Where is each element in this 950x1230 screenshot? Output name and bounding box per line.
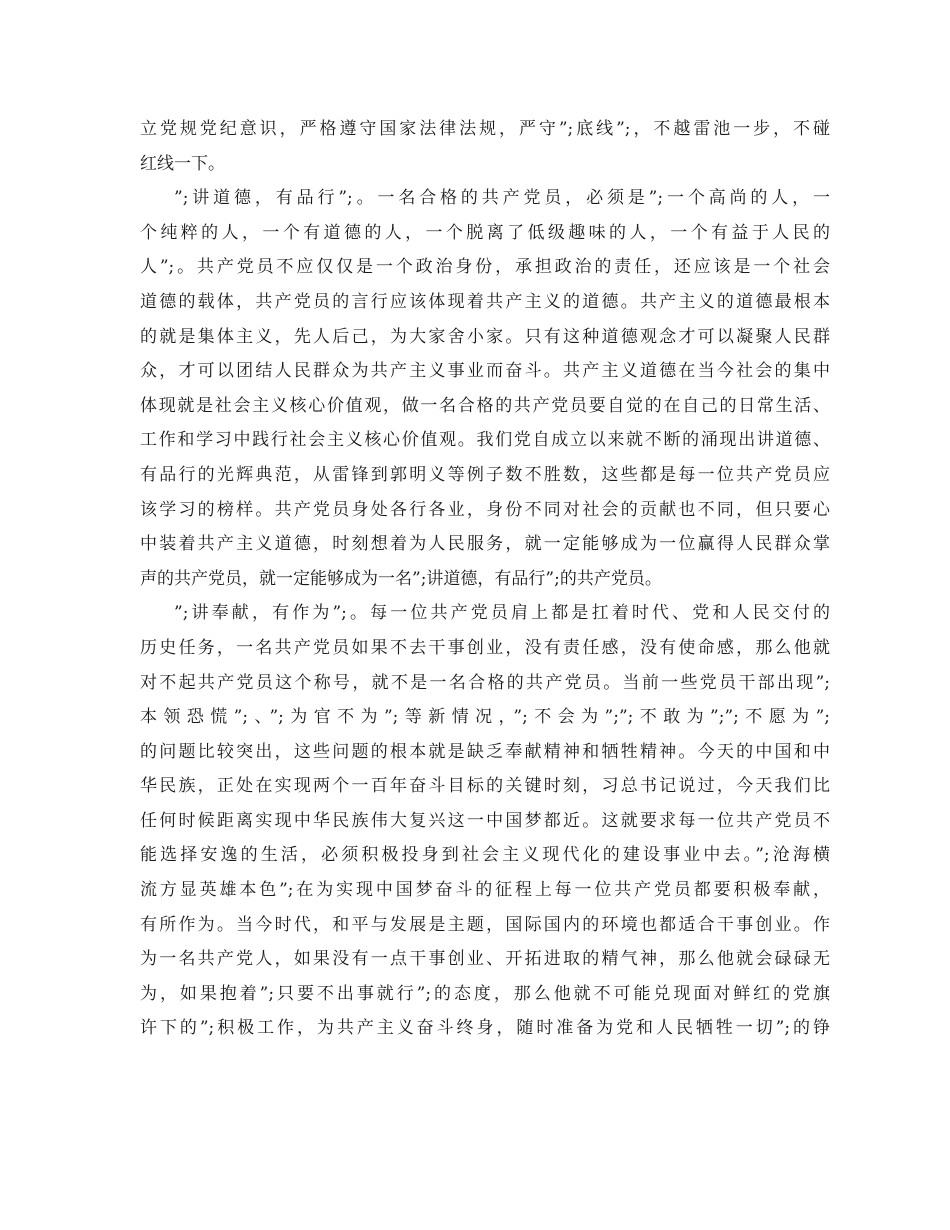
text-line: 立党规党纪意识，严格遵守国家法律法规，严守”;底线”;，不越雷池一步，不碰 [140,119,830,139]
text-line: 有品行的光辉典范，从雷锋到郭明义等例子数不胜数，这些都是每一位共产党员应 [140,464,830,485]
text-line: 众，才可以团结人民群众为共产主义事业而奋斗。共产主义道德在当今社会的集中 [140,361,830,382]
text-line: ”;讲奉献，有作为”;。每一位共产党员肩上都是扛着时代、党和人民交付的 [174,603,830,624]
text-line: 流方显英雄本色”;在为实现中国梦奋斗的征程上每一位共产党员都要积极奉献， [140,880,830,901]
text-line: 声的共产党员，就一定能够成为一名”;讲道德，有品行”;的共产党员。 [140,568,662,589]
paragraph-p3 [140,596,830,1046]
text-line: 的问题比较突出，这些问题的根本就是缺乏奉献精神和牺牲精神。今天的中国和中 [140,741,830,762]
text-line: 历史任务，一名共产党员如果不去干事创业，没有责任感，没有使命感，那么他就 [140,637,830,658]
text-line: 许下的”;积极工作，为共产主义奋斗终身，随时准备为党和人民牺牲一切”;的铮 [140,1018,830,1039]
text-line: 红线一下。 [140,153,225,174]
text-line: 能选择安逸的生活，必须积极投身到社会主义现代化的建设事业中去。”;沧海横 [140,845,830,866]
text-line: 体现就是社会主义核心价值观，做一名合格的共产党员要自觉的在自己的日常生活、 [140,395,830,416]
text-line: 工作和学习中践行社会主义核心价值观。我们党自成立以来就不断的涌现出讲道德、 [140,430,830,451]
text-line: 个纯粹的人，一个有道德的人，一个脱离了低级趣味的人，一个有益于人民的 [140,222,830,243]
text-line: ”;讲道德，有品行”;。一名合格的共产党员，必须是”;一个高尚的人，一 [174,188,830,209]
paragraph-p1 [140,112,830,181]
text-line: 为，如果抱着”;只要不出事就行”;的态度，那么他就不可能兑现面对鲜红的党旗 [140,983,830,1004]
text-line: 有所作为。当今时代，和平与发展是主题，国际国内的环境也都适合干事创业。作 [140,914,830,935]
text-line: 本领恐慌”;、”;为官不为”;等新情况，”;不会为”;”;不敢为”;”;不愿为”; [140,707,830,728]
text-line: 对不起共产党员这个称号，就不是一名合格的共产党员。当前一些党员干部出现”; [140,672,830,693]
paragraph-p2 [140,181,830,596]
text-line: 人”;。共产党员不应仅仅是一个政治身份，承担政治的责任，还应该是一个社会 [140,257,830,278]
text-line: 华民族，正处在实现两个一百年奋斗目标的关键时刻，习总书记说过，今天我们比 [140,776,830,797]
text-line: 任何时候距离实现中华民族伟大复兴这一中国梦都近。这就要求每一位共产党员不 [140,810,830,831]
text-line: 道德的载体，共产党员的言行应该体现着共产主义的道德。共产主义的道德最根本 [140,291,830,312]
text-line: 的就是集体主义，先人后己，为大家舍小家。只有这种道德观念才可以凝聚人民群 [140,326,830,347]
document-body [140,112,830,1046]
text-line: 中装着共产主义道德，时刻想着为人民服务，就一定能够成为一位赢得人民群众掌 [140,534,830,555]
text-line: 该学习的榜样。共产党员身处各行各业，身份不同对社会的贡献也不同，但只要心 [140,499,830,520]
text-line: 为一名共产党人，如果没有一点干事创业、开拓进取的精气神，那么他就会碌碌无 [140,949,830,970]
